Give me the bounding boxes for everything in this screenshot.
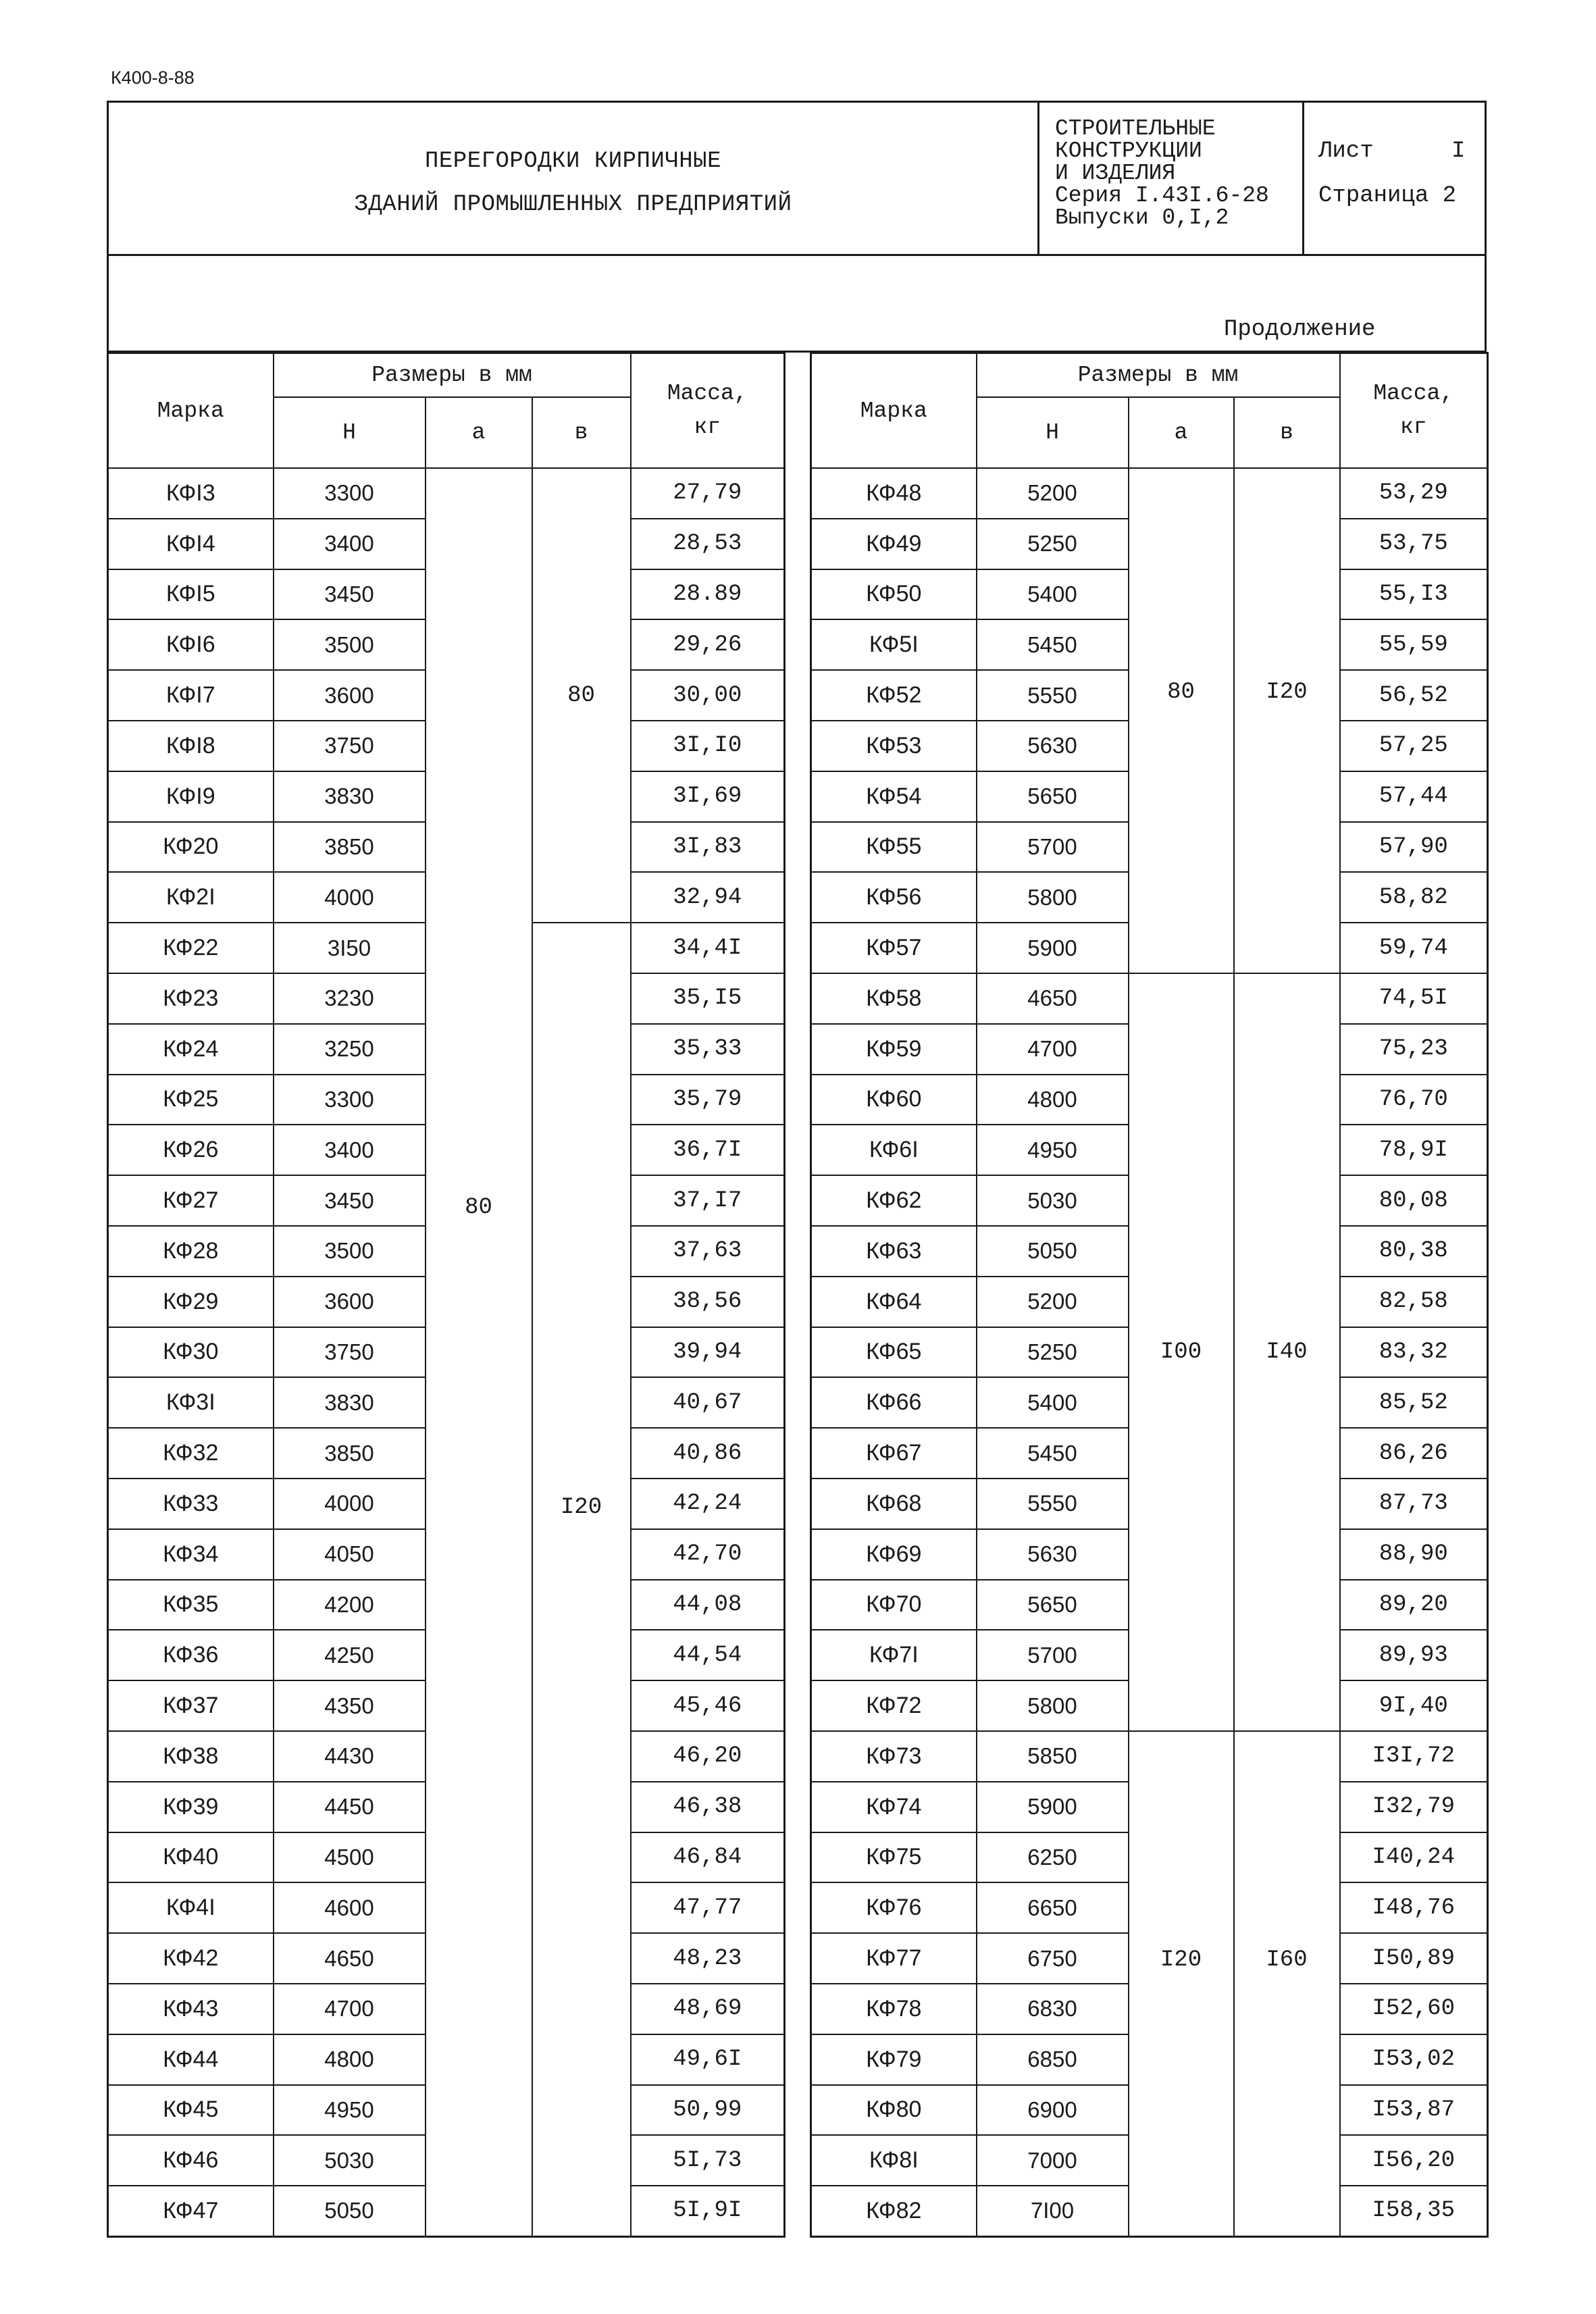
height-cell: 6650 [977, 1882, 1129, 1933]
dimension-a-cell: 80 [426, 468, 532, 2236]
height-cell: 4200 [274, 1580, 426, 1630]
mark-cell: КФ29 [108, 1277, 274, 1327]
mass-cell: 57,25 [1340, 721, 1488, 771]
mass-cell: 55,59 [1340, 619, 1488, 670]
mass-cell: 53,29 [1340, 468, 1488, 519]
mark-cell: КФ56 [811, 872, 977, 923]
dimension-b-cell: 80 [532, 468, 631, 923]
height-cell: 6250 [977, 1832, 1129, 1883]
mark-cell: КФ79 [811, 2034, 977, 2085]
dimension-a-header: а [1129, 397, 1234, 468]
mark-cell: КФI4 [108, 519, 274, 569]
continuation-label: Продолжение [1224, 317, 1376, 342]
mass-cell: 42,24 [631, 1479, 785, 1529]
mark-cell: КФ42 [108, 1933, 274, 1984]
mass-cell: 57,90 [1340, 822, 1488, 873]
mass-header-unit: кг [1399, 415, 1427, 440]
mark-cell: КФ73 [811, 1731, 977, 1782]
mark-cell: КФ59 [811, 1024, 977, 1075]
height-cell: 5400 [977, 1377, 1129, 1428]
mark-header: Марка [108, 353, 274, 469]
mass-cell: I40,24 [1340, 1832, 1488, 1883]
height-cell: 5700 [977, 822, 1129, 873]
height-cell: 3450 [274, 1175, 426, 1226]
dimensions-header: Размеры в мм [274, 353, 631, 398]
height-cell: 3I50 [274, 923, 426, 973]
mass-cell: 35,33 [631, 1024, 785, 1075]
mark-cell: КФ64 [811, 1277, 977, 1327]
mark-cell: КФ8I [811, 2135, 977, 2186]
height-cell: 3300 [274, 1075, 426, 1125]
mass-cell: 34,4I [631, 923, 785, 973]
series-line: СТРОИТЕЛЬНЫЕ [1055, 116, 1216, 141]
height-cell: 4650 [274, 1933, 426, 1984]
mass-cell: 37,63 [631, 1226, 785, 1277]
mass-cell: 44,08 [631, 1580, 785, 1630]
dimension-b-cell: I20 [532, 923, 631, 2236]
mark-cell: КФ69 [811, 1529, 977, 1580]
mark-cell: КФ72 [811, 1680, 977, 1731]
mass-cell: 9I,40 [1340, 1680, 1488, 1731]
height-cell: 5850 [977, 1731, 1129, 1782]
mass-cell: 76,70 [1340, 1075, 1488, 1125]
mark-cell: КФ53 [811, 721, 977, 771]
mass-cell: 85,52 [1340, 1377, 1488, 1428]
height-cell: 4700 [274, 1984, 426, 2034]
height-cell: 3830 [274, 771, 426, 822]
height-cell: 3400 [274, 1125, 426, 1175]
header-row [811, 353, 1488, 398]
mass-cell: 58,82 [1340, 872, 1488, 923]
mass-cell: 40,86 [631, 1428, 785, 1479]
table-body [108, 468, 785, 2236]
height-cell: 4600 [274, 1882, 426, 1933]
mark-header: Марка [811, 353, 977, 469]
dimension-b-cell: I20 [1234, 468, 1340, 973]
mark-cell: КФ37 [108, 1680, 274, 1731]
mass-cell: I3I,72 [1340, 1731, 1488, 1782]
mark-cell: КФ24 [108, 1024, 274, 1075]
right-spec-table [810, 352, 1489, 2238]
height-cell: 5630 [977, 721, 1129, 771]
mass-cell: 40,67 [631, 1377, 785, 1428]
title-line-1: ПЕРЕГОРОДКИ КИРПИЧНЫЕ [425, 149, 721, 174]
mass-cell: 86,26 [1340, 1428, 1488, 1479]
mark-cell: КФ40 [108, 1832, 274, 1883]
mark-cell: КФ36 [108, 1630, 274, 1680]
mark-cell: КФI8 [108, 721, 274, 771]
mass-header-label: Масса, [667, 381, 748, 406]
height-cell: 5550 [977, 1479, 1129, 1529]
height-cell: 4050 [274, 1529, 426, 1580]
mark-cell: КФ65 [811, 1327, 977, 1378]
title-line-2: ЗДАНИЙ ПРОМЫШЛЕННЫХ ПРЕДПРИЯТИЙ [354, 192, 792, 217]
height-cell: 3600 [274, 1277, 426, 1327]
height-cell: 3400 [274, 519, 426, 569]
page-label: Страница 2 [1318, 183, 1457, 209]
mass-cell: 89,93 [1340, 1630, 1488, 1680]
mark-cell: КФ33 [108, 1479, 274, 1529]
table-row [108, 468, 785, 519]
height-cell: 3830 [274, 1377, 426, 1428]
mark-cell: КФ4I [108, 1882, 274, 1933]
dimension-b-cell: I40 [1234, 973, 1340, 1731]
mark-cell: КФ39 [108, 1782, 274, 1832]
mark-cell: КФ55 [811, 822, 977, 873]
mark-cell: КФ54 [811, 771, 977, 822]
series-cell [1039, 103, 1304, 254]
mass-cell: I32,79 [1340, 1782, 1488, 1832]
height-cell: 6830 [977, 1984, 1129, 2034]
mass-cell: 28.89 [631, 569, 785, 620]
mark-cell: КФ47 [108, 2186, 274, 2236]
mark-cell: КФ43 [108, 1984, 274, 2034]
mass-cell: 35,79 [631, 1075, 785, 1125]
mark-cell: КФ78 [811, 1984, 977, 2034]
sheet-cell [1304, 103, 1485, 254]
mass-cell: 80,08 [1340, 1175, 1488, 1226]
mark-cell: КФ60 [811, 1075, 977, 1125]
height-cell: 5250 [977, 519, 1129, 569]
mass-cell: I52,60 [1340, 1984, 1488, 2034]
mass-cell: 3I,83 [631, 822, 785, 873]
height-cell: 5250 [977, 1327, 1129, 1378]
height-cell: 5400 [977, 569, 1129, 620]
mark-cell: КФ22 [108, 923, 274, 973]
height-cell: 4430 [274, 1731, 426, 1782]
mass-cell: I50,89 [1340, 1933, 1488, 1984]
mass-cell: 57,44 [1340, 771, 1488, 822]
height-cell: 5650 [977, 771, 1129, 822]
mark-cell: КФ28 [108, 1226, 274, 1277]
mark-cell: КФ52 [811, 670, 977, 721]
mark-cell: КФI6 [108, 619, 274, 670]
height-header: Н [274, 397, 426, 468]
height-cell: 3850 [274, 1428, 426, 1479]
mark-cell: КФ63 [811, 1226, 977, 1277]
mark-cell: КФ26 [108, 1125, 274, 1175]
mass-cell: 88,90 [1340, 1529, 1488, 1580]
mass-cell: 80,38 [1340, 1226, 1488, 1277]
mass-cell: 87,73 [1340, 1479, 1488, 1529]
mass-cell: 56,52 [1340, 670, 1488, 721]
height-cell: 4800 [977, 1075, 1129, 1125]
mass-cell: 30,00 [631, 670, 785, 721]
height-cell: 5200 [977, 468, 1129, 519]
mass-cell: 3I,I0 [631, 721, 785, 771]
height-cell: 5030 [977, 1175, 1129, 1226]
mass-cell: I58,35 [1340, 2186, 1488, 2236]
mark-cell: КФ62 [811, 1175, 977, 1226]
mass-header [1340, 353, 1488, 469]
dimension-a-header: а [426, 397, 532, 468]
mark-cell: КФ34 [108, 1529, 274, 1580]
mark-cell: КФ74 [811, 1782, 977, 1832]
mark-cell: КФ27 [108, 1175, 274, 1226]
mass-header-label: Масса, [1373, 381, 1454, 406]
mark-cell: КФ82 [811, 2186, 977, 2236]
height-cell: 5800 [977, 872, 1129, 923]
mass-cell: 78,9I [1340, 1125, 1488, 1175]
height-header: Н [977, 397, 1129, 468]
mark-cell: КФ68 [811, 1479, 977, 1529]
mark-cell: КФ23 [108, 973, 274, 1024]
height-cell: 3850 [274, 822, 426, 873]
height-cell: 3450 [274, 569, 426, 620]
mass-cell: 75,23 [1340, 1024, 1488, 1075]
height-cell: 4350 [274, 1680, 426, 1731]
dimension-a-cell: I20 [1129, 1731, 1234, 2236]
mass-cell: 74,5I [1340, 973, 1488, 1024]
mass-cell: 89,20 [1340, 1580, 1488, 1630]
mass-cell: 59,74 [1340, 923, 1488, 973]
mass-cell: 50,99 [631, 2085, 785, 2136]
mass-cell: 45,46 [631, 1680, 785, 1731]
height-cell: 5030 [274, 2135, 426, 2186]
mass-cell: 28,53 [631, 519, 785, 569]
mass-cell: 82,58 [1340, 1277, 1488, 1327]
table-row [811, 468, 1488, 519]
height-cell: 7000 [977, 2135, 1129, 2186]
mark-cell: КФ66 [811, 1377, 977, 1428]
document-code: К400-8-88 [111, 68, 195, 88]
mark-cell: КФ32 [108, 1428, 274, 1479]
mass-cell: 48,23 [631, 1933, 785, 1984]
mass-cell: 38,56 [631, 1277, 785, 1327]
mark-cell: КФ45 [108, 2085, 274, 2136]
mass-cell: 44,54 [631, 1630, 785, 1680]
table-body [811, 468, 1488, 2236]
mass-cell: 37,I7 [631, 1175, 785, 1226]
mark-cell: КФ25 [108, 1075, 274, 1125]
mass-cell: 32,94 [631, 872, 785, 923]
mass-cell: 29,26 [631, 619, 785, 670]
mass-cell: 55,I3 [1340, 569, 1488, 620]
height-cell: 4800 [274, 2034, 426, 2085]
dimensions-header: Размеры в мм [977, 353, 1340, 398]
dimension-b-header: в [532, 397, 631, 468]
height-cell: 6850 [977, 2034, 1129, 2085]
mark-cell: КФ20 [108, 822, 274, 873]
height-cell: 3230 [274, 973, 426, 1024]
height-cell: 5900 [977, 923, 1129, 973]
mass-header-unit: кг [694, 415, 721, 440]
mark-cell: КФ80 [811, 2085, 977, 2136]
mass-cell: 46,84 [631, 1832, 785, 1883]
height-cell: 4950 [977, 1125, 1129, 1175]
height-cell: 3750 [274, 1327, 426, 1378]
series-line: И ИЗДЕЛИЯ [1055, 161, 1176, 186]
mark-cell: КФ57 [811, 923, 977, 973]
mass-cell: 27,79 [631, 468, 785, 519]
height-cell: 5450 [977, 619, 1129, 670]
height-cell: 3600 [274, 670, 426, 721]
mass-cell: 5I,73 [631, 2135, 785, 2186]
mark-cell: КФI3 [108, 468, 274, 519]
mark-cell: КФ44 [108, 2034, 274, 2085]
table-row [811, 973, 1488, 1024]
mass-cell: 5I,9I [631, 2186, 785, 2236]
mark-cell: КФ30 [108, 1327, 274, 1378]
height-cell: 5800 [977, 1680, 1129, 1731]
mass-cell: I56,20 [1340, 2135, 1488, 2186]
mark-cell: КФ2I [108, 872, 274, 923]
mark-cell: КФI9 [108, 771, 274, 822]
height-cell: 3500 [274, 1226, 426, 1277]
series-number: Серия I.43I.6-28 [1055, 183, 1269, 208]
mark-cell: КФ49 [811, 519, 977, 569]
height-cell: 6750 [977, 1933, 1129, 1984]
mass-cell: 36,7I [631, 1125, 785, 1175]
mark-cell: КФ5I [811, 619, 977, 670]
height-cell: 3750 [274, 721, 426, 771]
mass-cell: 39,94 [631, 1327, 785, 1378]
height-cell: 3500 [274, 619, 426, 670]
mark-cell: КФ76 [811, 1882, 977, 1933]
dimension-b-header: в [1234, 397, 1340, 468]
drawing-frame [107, 101, 1487, 352]
height-cell: 3300 [274, 468, 426, 519]
mark-cell: КФ75 [811, 1832, 977, 1883]
height-cell: 4500 [274, 1832, 426, 1883]
mass-cell: 46,20 [631, 1731, 785, 1782]
sheet-number: I [1451, 138, 1466, 164]
mark-cell: КФ46 [108, 2135, 274, 2186]
mass-cell: 46,38 [631, 1782, 785, 1832]
mass-cell: I53,02 [1340, 2034, 1488, 2085]
mark-cell: КФ70 [811, 1580, 977, 1630]
mark-cell: КФ38 [108, 1731, 274, 1782]
left-spec-table [107, 352, 786, 2238]
dimension-b-cell: I60 [1234, 1731, 1340, 2236]
height-cell: 5900 [977, 1782, 1129, 1832]
height-cell: 4950 [274, 2085, 426, 2136]
table-row [811, 1731, 1488, 1782]
mark-cell: КФ7I [811, 1630, 977, 1680]
height-cell: 3250 [274, 1024, 426, 1075]
height-cell: 4450 [274, 1782, 426, 1832]
mass-cell: 48,69 [631, 1984, 785, 2034]
height-cell: 5650 [977, 1580, 1129, 1630]
mark-cell: КФ6I [811, 1125, 977, 1175]
mass-header [631, 353, 785, 469]
mark-cell: КФ77 [811, 1933, 977, 1984]
mass-cell: 53,75 [1340, 519, 1488, 569]
mass-cell: 83,32 [1340, 1327, 1488, 1378]
title-block [109, 103, 1485, 256]
mass-cell: 49,6I [631, 2034, 785, 2085]
mass-cell: I48,76 [1340, 1882, 1488, 1933]
height-cell: 6900 [977, 2085, 1129, 2136]
mark-cell: КФI7 [108, 670, 274, 721]
height-cell: 4700 [977, 1024, 1129, 1075]
title-cell [109, 103, 1039, 254]
dimension-a-cell: 80 [1129, 468, 1234, 973]
mark-cell: КФ48 [811, 468, 977, 519]
height-cell: 5050 [274, 2186, 426, 2236]
height-cell: 5200 [977, 1277, 1129, 1327]
series-line: КОНСТРУКЦИИ [1055, 138, 1202, 163]
mass-cell: I53,87 [1340, 2085, 1488, 2136]
mass-cell: 35,I5 [631, 973, 785, 1024]
mark-cell: КФ58 [811, 973, 977, 1024]
height-cell: 5050 [977, 1226, 1129, 1277]
sheet-label: Лист [1318, 138, 1374, 164]
mark-cell: КФ35 [108, 1580, 274, 1630]
issues-line: Выпуски 0,I,2 [1055, 205, 1229, 230]
mass-cell: 42,70 [631, 1529, 785, 1580]
height-cell: 4250 [274, 1630, 426, 1680]
dimension-a-cell: I00 [1129, 973, 1234, 1731]
mark-cell: КФ50 [811, 569, 977, 620]
mark-cell: КФ3I [108, 1377, 274, 1428]
height-cell: 4000 [274, 872, 426, 923]
header-row [108, 353, 785, 398]
height-cell: 5450 [977, 1428, 1129, 1479]
height-cell: 5630 [977, 1529, 1129, 1580]
height-cell: 4000 [274, 1479, 426, 1529]
mass-cell: 47,77 [631, 1882, 785, 1933]
height-cell: 7I00 [977, 2186, 1129, 2236]
mark-cell: КФI5 [108, 569, 274, 620]
height-cell: 5550 [977, 670, 1129, 721]
height-cell: 5700 [977, 1630, 1129, 1680]
mark-cell: КФ67 [811, 1428, 977, 1479]
mass-cell: 3I,69 [631, 771, 785, 822]
height-cell: 4650 [977, 973, 1129, 1024]
